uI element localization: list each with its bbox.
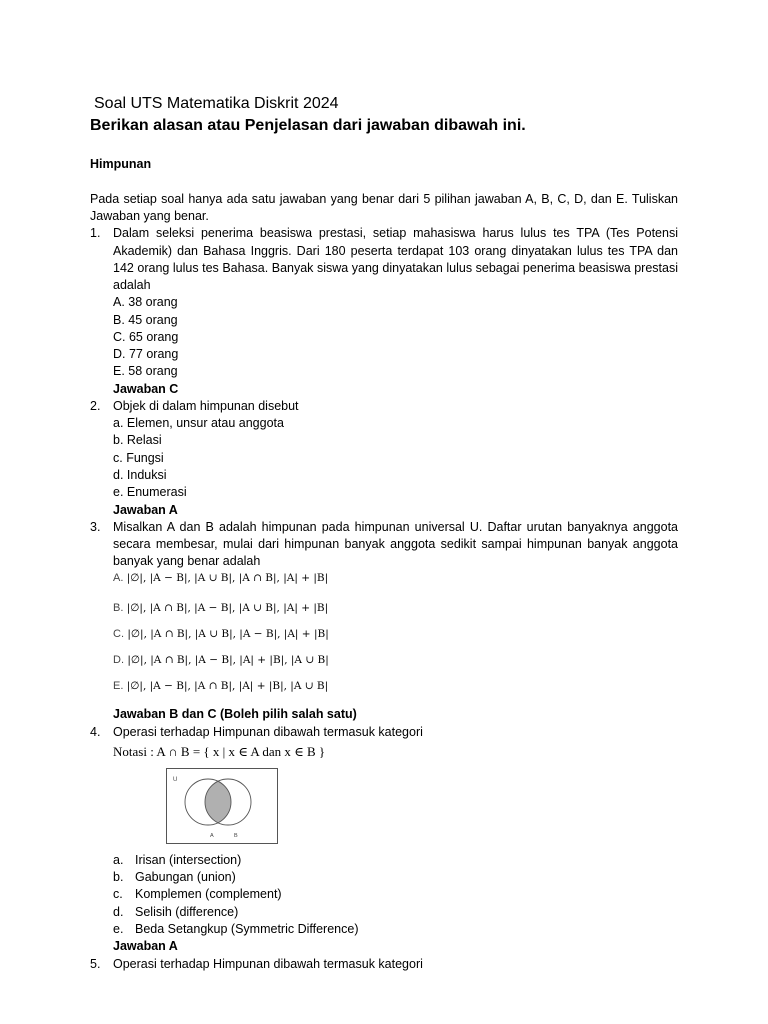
option-label: b. xyxy=(113,870,124,885)
option-formula: |∅|, |A ∩ B|, |A − B|, |A ∪ B|, |A| + |B| xyxy=(126,602,329,615)
question-number: 2. xyxy=(90,398,101,413)
option: c. Fungsi xyxy=(113,450,164,465)
option-label: A. xyxy=(113,572,124,585)
option xyxy=(113,921,678,938)
option xyxy=(113,852,678,869)
option-formula: |∅|, |A ∩ B|, |A ∪ B|, |A − B|, |A| + |B| xyxy=(127,628,329,641)
document-subtitle: Berikan alasan atau Penjelasan dari jawaban dibawah ini. xyxy=(90,117,526,134)
section-heading: Himpunan xyxy=(90,157,152,171)
universal-label: U xyxy=(173,776,178,783)
option-label: e. xyxy=(113,922,124,936)
question-number: 5. xyxy=(90,956,101,971)
question-text: Operasi terhadap Himpunan dibawah termasuk kategori xyxy=(113,724,423,739)
option-text: Irisan (intersection) xyxy=(135,852,242,867)
set-a-label: A xyxy=(210,832,214,839)
formula-option xyxy=(113,679,678,693)
answer: Jawaban B dan C (Boleh pilih salah satu) xyxy=(113,707,357,722)
option: a. Elemen, unsur atau anggota xyxy=(113,416,284,431)
option-text: Selisih (difference) xyxy=(135,904,239,919)
option xyxy=(113,886,678,903)
option-text: Gabungan (union) xyxy=(135,870,236,885)
question-text: Objek di dalam himpunan disebut xyxy=(113,398,299,413)
formula-option xyxy=(113,571,678,585)
answer: Jawaban A xyxy=(113,939,178,954)
intro-paragraph: Pada setiap soal hanya ada satu jawaban yang benar dari 5 pilihan jawaban A, B, C, D, dan E. Tuliskan Jawaban yang benar. xyxy=(90,192,678,224)
option: A. 38 orang xyxy=(113,295,178,310)
question-number: 3. xyxy=(90,519,101,534)
question-text: Dalam seleksi penerima beasiswa prestasi, setiap mahasiswa harus lulus tes TPA (Tes Potensi Akademik) dan Bahasa Inggris. Dari 180 peserta terdapat 103 orang dinyatakan lulus tes TPA dan 142 orang lulus tes Bahasa. Banyak siswa yang dinyatakan lulus sebagai penerima beasiswa prestasi adalah xyxy=(113,226,678,293)
option xyxy=(113,869,678,886)
venn-diagram xyxy=(166,768,278,844)
question-5 xyxy=(90,956,678,973)
option-text: Komplemen (complement) xyxy=(135,887,282,902)
answer: Jawaban A xyxy=(113,502,178,517)
formula-option xyxy=(113,627,678,641)
document-page xyxy=(90,94,678,973)
option xyxy=(113,904,678,921)
option: d. Induksi xyxy=(113,468,167,482)
option-text: Beda Setangkup (Symmetric Difference) xyxy=(135,922,359,936)
option-label: d. xyxy=(113,904,124,919)
option: e. Enumerasi xyxy=(113,485,187,500)
answer: Jawaban C xyxy=(113,381,179,396)
document-title: Soal UTS Matematika Diskrit 2024 xyxy=(94,95,339,112)
option-label: C. xyxy=(113,628,124,641)
formula-option xyxy=(113,653,678,667)
question-text: Misalkan A dan B adalah himpunan pada himpunan universal U. Daftar urutan banyaknya anggota secara membesar, mulai dari himpunan banyak anggota sedikit sampai himpunan banyak anggota banyak yang benar adalah xyxy=(113,519,678,569)
option: D. 77 orang xyxy=(113,347,179,362)
option: b. Relasi xyxy=(113,433,162,448)
option: C. 65 orang xyxy=(113,329,179,344)
option-formula: |∅|, |A ∩ B|, |A − B|, |A| + |B|, |A ∪ B| xyxy=(127,654,329,667)
option: B. 45 orang xyxy=(113,312,178,327)
question-number: 4. xyxy=(90,724,101,739)
option-label: B. xyxy=(113,602,124,615)
question-1 xyxy=(90,225,678,398)
option-label: c. xyxy=(113,887,123,902)
option-label: a. xyxy=(113,852,124,867)
option-formula: |∅|, |A − B|, |A ∩ B|, |A| + |B|, |A ∪ B| xyxy=(126,680,329,693)
question-text: Operasi terhadap Himpunan dibawah termasuk kategori xyxy=(113,956,423,971)
option: E. 58 orang xyxy=(113,364,178,379)
formula-option xyxy=(113,601,678,615)
option-formula: |∅|, |A − B|, |A ∪ B|, |A ∩ B|, |A| + |B| xyxy=(126,572,329,585)
question-2 xyxy=(90,398,678,519)
option-label: E. xyxy=(113,680,124,693)
set-b-label: B xyxy=(234,832,238,839)
option-label: D. xyxy=(113,654,124,667)
question-3 xyxy=(90,519,678,724)
question-number: 1. xyxy=(90,226,101,241)
question-4 xyxy=(90,724,678,956)
notation: Notasi : A ∩ B = { x | x ∈ A dan x ∈ B } xyxy=(113,743,326,759)
